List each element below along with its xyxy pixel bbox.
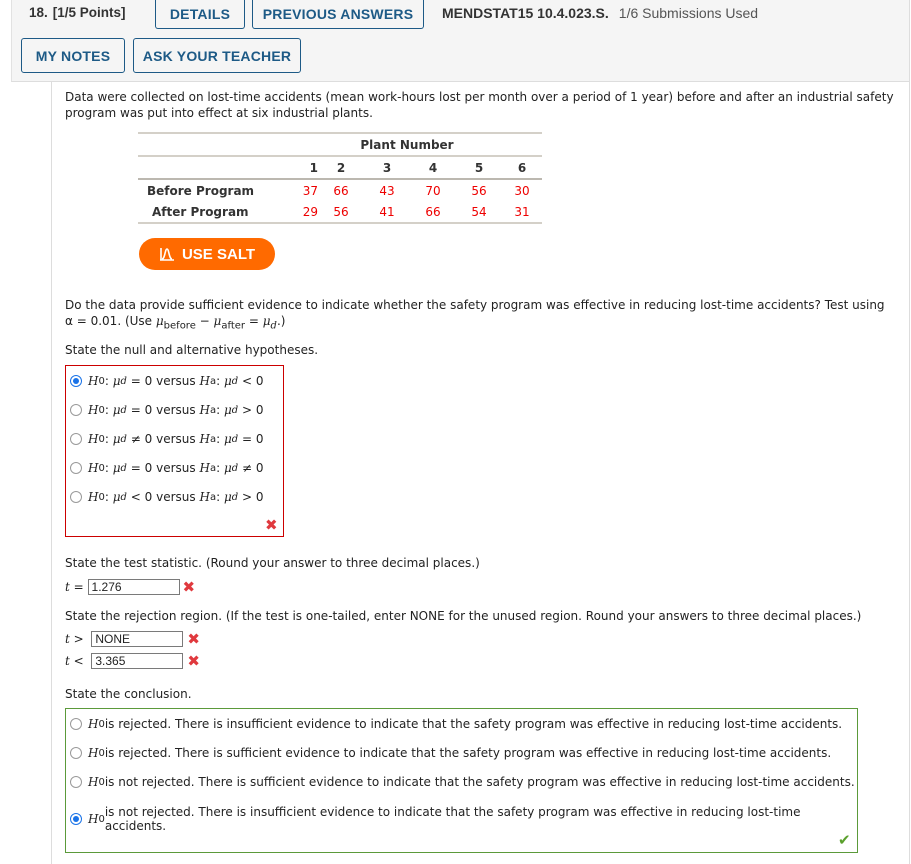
row-label: Before Program (147, 183, 255, 198)
conclusion-prompt: State the conclusion. (65, 687, 192, 701)
mu-symbol: μ (213, 314, 222, 328)
mu-symbol: μ (112, 374, 121, 388)
table-cell: 43 (379, 183, 395, 198)
before-subscript: before (163, 320, 196, 332)
radio-button[interactable] (70, 776, 82, 788)
alt-relation: > 0 (242, 490, 264, 504)
h-symbol: H (88, 403, 99, 417)
rejection-lower-row (65, 653, 200, 669)
colon: : (216, 403, 221, 417)
radio-button[interactable] (70, 404, 82, 416)
mu-symbol: μ (223, 490, 232, 504)
h-symbol: H (88, 812, 99, 826)
h-symbol: H (199, 432, 210, 446)
table-cell: 56 (318, 201, 364, 223)
plant-data-table (138, 132, 542, 224)
t-label: t (65, 580, 70, 594)
after-subscript: after (221, 320, 246, 332)
null-subscript: 0 (98, 462, 105, 474)
colon: : (216, 461, 221, 475)
radio-button-selected[interactable] (70, 813, 82, 825)
radio-button-selected[interactable] (70, 375, 82, 387)
conclusion-option[interactable] (70, 775, 855, 789)
colon: : (216, 490, 221, 504)
null-subscript: 0 (98, 491, 105, 503)
alt-subscript: a (209, 404, 217, 416)
mu-symbol: μ (112, 490, 121, 504)
mu-symbol: μ (223, 432, 232, 446)
null-relation: < 0 (130, 490, 153, 504)
d-subscript: d (231, 462, 239, 474)
null-subscript: 0 (98, 375, 105, 387)
colon: : (216, 374, 221, 388)
column-header: 4 (410, 156, 456, 179)
less-than-label: < (73, 654, 84, 668)
question-header (11, 0, 910, 82)
incorrect-x-icon: ✖ (187, 651, 200, 670)
null-relation: = 0 (130, 461, 153, 475)
d-subscript: d (120, 375, 127, 387)
table-cell: 29 (272, 201, 318, 223)
minus-sign: − (195, 314, 214, 328)
h-symbol: H (88, 432, 99, 446)
table-cell: 41 (364, 201, 410, 223)
submissions-used: 1/6 Submissions Used (618, 5, 759, 21)
details-button[interactable]: DETAILS (155, 0, 245, 29)
radio-button[interactable] (70, 433, 82, 445)
versus-label: versus (156, 461, 196, 475)
column-header: 1 (272, 156, 318, 179)
rejection-region-prompt: State the rejection region. (If the test is one-tailed, enter NONE for the unused region. Round your answers to three decimal places.) (65, 609, 862, 623)
hypothesis-option[interactable] (70, 432, 264, 446)
my-notes-button[interactable]: MY NOTES (21, 38, 125, 73)
alt-subscript: a (209, 433, 217, 445)
plant-number-header: Plant Number (272, 133, 542, 156)
colon: : (104, 403, 109, 417)
versus-label: versus (156, 490, 196, 504)
use-salt-label: USE SALT (181, 245, 256, 263)
radio-button[interactable] (70, 747, 82, 759)
rejection-upper-row (65, 631, 200, 647)
greater-than-label: > (73, 632, 84, 646)
alt-relation: < 0 (242, 374, 264, 388)
null-subscript: 0 (98, 433, 105, 445)
table-cell: 66 (333, 183, 349, 198)
use-salt-button[interactable] (139, 238, 275, 270)
correct-check-icon: ✔ (838, 831, 851, 849)
null-subscript: 0 (98, 813, 105, 825)
versus-label: versus (156, 403, 196, 417)
conclusion-option[interactable] (70, 746, 831, 760)
mu-symbol: μ (112, 461, 121, 475)
question-id (442, 5, 758, 21)
d-subscript: d (120, 433, 127, 445)
question-number (29, 5, 126, 20)
column-header: 6 (502, 156, 542, 179)
mu-symbol: μ (112, 432, 121, 446)
table-cell: 30 (514, 183, 530, 198)
mu-symbol: μ (112, 403, 121, 417)
conclusion-option[interactable] (70, 717, 842, 731)
h-symbol: H (88, 461, 99, 475)
h-symbol: H (88, 374, 99, 388)
column-header: 5 (456, 156, 502, 179)
alpha-text: α = 0.01. (Use (65, 314, 156, 328)
t-label: t (65, 654, 70, 668)
question-number-label: 18. (29, 5, 48, 20)
row-label: After Program (138, 201, 272, 223)
d-subscript: d (231, 433, 239, 445)
hypotheses-answer-box (65, 365, 284, 537)
d-subscript: d (120, 404, 127, 416)
table-row (138, 179, 542, 201)
colon: : (216, 432, 221, 446)
table-cell: 66 (410, 201, 456, 223)
equals-label: = (73, 580, 84, 594)
colon: : (104, 432, 109, 446)
mu-symbol: μ (223, 403, 232, 417)
null-relation: ≠ 0 (130, 432, 153, 446)
d-subscript: d (231, 491, 239, 503)
d-subscript: d (120, 462, 127, 474)
null-subscript: 0 (98, 404, 105, 416)
close-paren: .) (276, 314, 286, 328)
conclusion-option[interactable] (70, 805, 857, 833)
problem-intro: Data were collected on lost-time accidents (mean work-hours lost per month over a period of 1 year) before and after an industrial safety program was put into effect at six industrial plants. (65, 90, 894, 120)
alt-relation: ≠ 0 (242, 461, 264, 475)
hypothesis-option[interactable] (70, 490, 264, 504)
mu-symbol: μ (262, 314, 271, 328)
question-prompt: Do the data provide sufficient evidence to indicate whether the safety program was effective in reducing lost-time accidents? Test using (65, 298, 885, 312)
conclusion-option-text: is rejected. There is insufficient evidence to indicate that the safety program was effective in reducing lost-time accidents. (104, 717, 843, 731)
h-symbol: H (199, 403, 210, 417)
rejection-upper-input[interactable]: NONE (91, 631, 183, 647)
table-corner (138, 156, 272, 179)
rejection-lower-input[interactable]: 3.365 (91, 653, 183, 669)
radio-button[interactable] (70, 491, 82, 503)
table-row (138, 201, 542, 223)
versus-label: versus (156, 432, 196, 446)
column-header: 3 (364, 156, 410, 179)
hypotheses-prompt: State the null and alternative hypotheses. (65, 343, 319, 357)
colon: : (104, 490, 109, 504)
table-cell: 56 (471, 183, 487, 198)
alt-subscript: a (209, 491, 217, 503)
h-symbol: H (199, 374, 210, 388)
table-cell: 54 (456, 201, 502, 223)
versus-label: versus (156, 374, 196, 388)
equals-sign: = (245, 314, 263, 328)
incorrect-x-icon: ✖ (265, 516, 278, 534)
hypothesis-option[interactable] (70, 461, 264, 475)
d-subscript: d (231, 375, 239, 387)
h-symbol: H (88, 746, 99, 760)
conclusion-option-text: is not rejected. There is sufficient evidence to indicate that the safety program was effective in reducing lost-time accidents. (104, 775, 855, 789)
conclusion-answer-box (65, 708, 858, 853)
radio-button[interactable] (70, 718, 82, 730)
alt-relation: > 0 (242, 403, 264, 417)
h-symbol: H (88, 775, 99, 789)
null-relation: = 0 (130, 374, 153, 388)
t-label: t (65, 632, 70, 646)
test-statistic-prompt: State the test statistic. (Round your answer to three decimal places.) (65, 556, 480, 570)
content-left-border (51, 82, 52, 864)
null-subscript: 0 (98, 776, 105, 788)
table-cell: 31 (502, 201, 542, 223)
mu-symbol: μ (223, 461, 232, 475)
alt-relation: = 0 (242, 432, 264, 446)
null-subscript: 0 (98, 718, 105, 730)
radio-button[interactable] (70, 462, 82, 474)
conclusion-option-text: is not rejected. There is insufficient evidence to indicate that the safety program was effective in reducing lost-time accidents. (104, 805, 801, 833)
mu-symbol: μ (155, 314, 164, 328)
incorrect-x-icon: ✖ (182, 577, 196, 596)
alt-subscript: a (209, 462, 217, 474)
question-id-label: MENDSTAT15 10.4.023.S. (442, 5, 609, 21)
question-text (65, 297, 895, 334)
test-statistic-input[interactable]: 1.276 (88, 579, 180, 595)
colon: : (104, 374, 109, 388)
hypothesis-option[interactable] (70, 374, 264, 388)
salt-distribution-icon (159, 246, 175, 262)
d-subscript: d (231, 404, 239, 416)
points-label: [1/5 Points] (52, 5, 126, 20)
content-right-border (909, 82, 910, 864)
conclusion-option-text: is rejected. There is sufficient evidence to indicate that the safety program was effective in reducing lost-time accidents. (104, 746, 832, 760)
colon: : (104, 461, 109, 475)
h-symbol: H (88, 490, 99, 504)
previous-answers-button[interactable]: PREVIOUS ANSWERS (252, 0, 424, 29)
h-symbol: H (199, 490, 210, 504)
null-subscript: 0 (98, 747, 105, 759)
mu-symbol: μ (223, 374, 232, 388)
alt-subscript: a (209, 375, 217, 387)
column-header: 2 (318, 156, 364, 179)
null-relation: = 0 (130, 403, 153, 417)
table-cell: 37 (302, 183, 318, 198)
d-subscript: d (120, 491, 127, 503)
d-subscript: d (270, 320, 277, 332)
test-statistic-row (65, 579, 195, 595)
h-symbol: H (88, 717, 99, 731)
incorrect-x-icon: ✖ (187, 629, 200, 648)
h-symbol: H (199, 461, 210, 475)
ask-teacher-button[interactable]: ASK YOUR TEACHER (133, 38, 301, 73)
table-corner (138, 133, 272, 156)
table-cell: 70 (425, 183, 441, 198)
hypothesis-option[interactable] (70, 403, 264, 417)
